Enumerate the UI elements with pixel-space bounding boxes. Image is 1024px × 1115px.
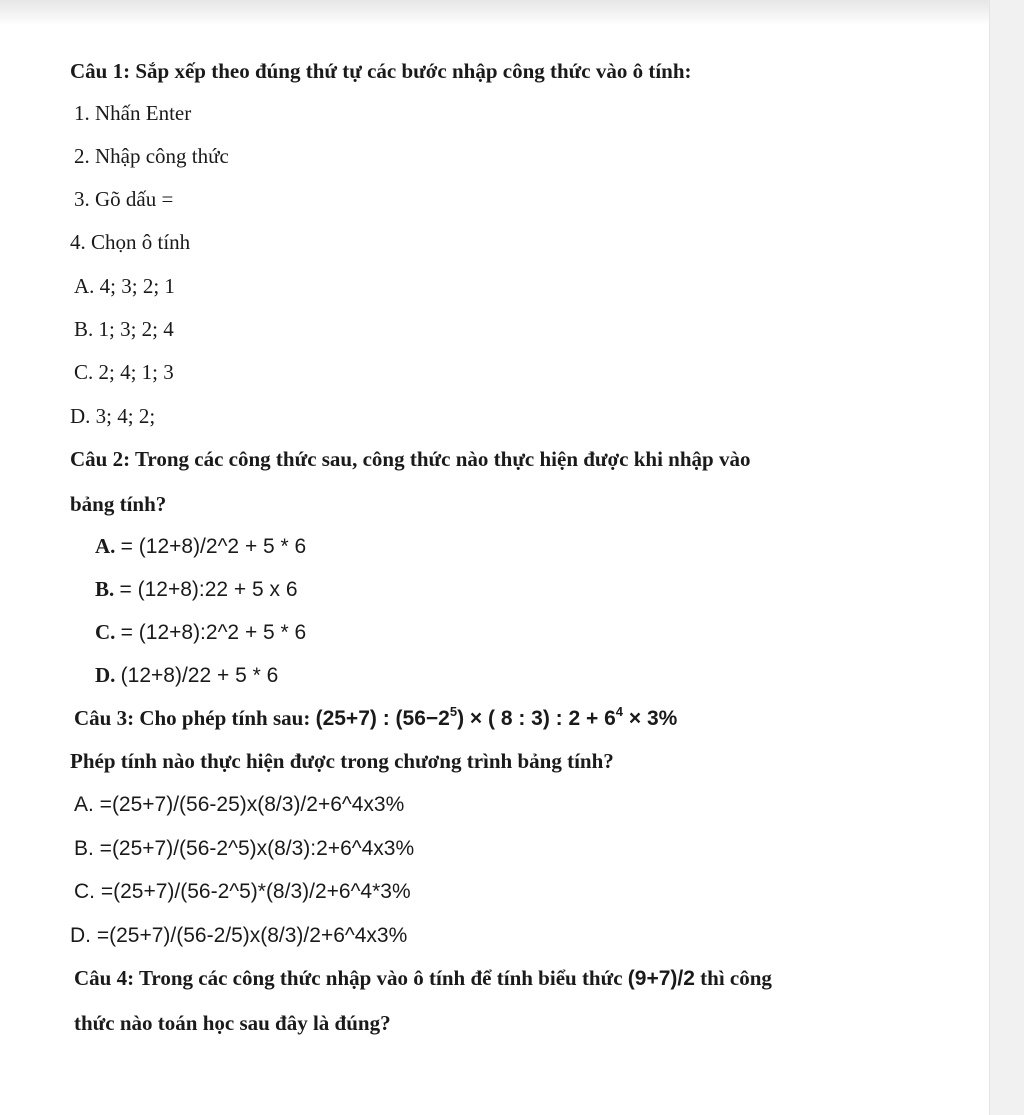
q3-option-d	[70, 922, 407, 949]
q3-expr-part3: × 3%	[623, 707, 678, 730]
q1-option-b: B. 1; 3; 2; 4	[74, 317, 174, 341]
q4-title-line2: thức nào toán học sau đây là đúng?	[74, 1011, 391, 1035]
q1-option-a: A. 4; 3; 2; 1	[74, 274, 175, 298]
q3-option-b	[74, 835, 414, 862]
q1-option-c: C. 2; 4; 1; 3	[74, 360, 174, 384]
q3-subtitle: Phép tính nào thực hiện được trong chương trình bảng tính?	[70, 749, 614, 773]
q2-option-a	[95, 533, 306, 560]
q1-title: Câu 1: Sắp xếp theo đúng thứ tự các bước nhập công thức vào ô tính:	[70, 59, 692, 83]
q3-option-c	[74, 878, 411, 905]
q4-title-prefix: Câu 4: Trong các công thức nhập vào ô tính để tính biểu thức	[74, 966, 628, 990]
q3-option-d-text: D. =(25+7)/(56-2/5)x(8/3)/2+6^4x3%	[70, 924, 408, 947]
q2-option-a-letter: A.	[95, 534, 116, 558]
q4-title-expr: (9+7)/2	[627, 967, 695, 990]
q2-option-d-letter: D.	[95, 663, 116, 687]
q2-option-b-formula: = (12+8):22 + 5 x 6	[119, 578, 298, 601]
q1-option-d: D. 3; 4; 2;	[70, 404, 156, 428]
q3-option-a-text: A. =(25+7)/(56-25)x(8/3)/2+6^4x3%	[74, 793, 405, 816]
q3-exp2: 4	[615, 704, 624, 719]
q3-title	[74, 705, 677, 732]
q2-title-line1: Câu 2: Trong các công thức sau, công thức nào thực hiện được khi nhập vào	[70, 447, 751, 471]
q2-option-c	[95, 619, 306, 646]
q3-option-c-text: C. =(25+7)/(56-2^5)*(8/3)/2+6^4*3%	[74, 880, 411, 903]
q3-option-a	[74, 791, 404, 818]
q3-expr-part2: ) × ( 8 : 3) : 2 + 6	[457, 707, 616, 730]
q3-expr-part1: (25+7) : (56−2	[315, 707, 450, 730]
q2-option-a-formula: = (12+8)/2^2 + 5 * 6	[120, 535, 307, 558]
q1-step-4: 4. Chọn ô tính	[70, 230, 191, 254]
q1-step-1: 1. Nhấn Enter	[74, 101, 192, 125]
q4-title-suffix: thì công	[694, 966, 772, 990]
q3-exp1: 5	[449, 704, 458, 719]
q2-option-c-letter: C.	[95, 620, 116, 644]
q2-option-c-formula: = (12+8):2^2 + 5 * 6	[120, 621, 307, 644]
q1-step-2: 2. Nhập công thức	[74, 144, 229, 168]
q2-option-b-letter: B.	[95, 577, 115, 601]
q2-option-b	[95, 576, 298, 603]
right-scroll-strip[interactable]	[989, 0, 1024, 1115]
q2-option-d-formula: (12+8)/22 + 5 * 6	[120, 664, 279, 687]
q2-option-d	[95, 662, 278, 689]
q2-title-line2: bảng tính?	[70, 492, 167, 516]
q1-step-3: 3. Gõ dấu =	[74, 187, 174, 211]
q3-option-b-text: B. =(25+7)/(56-2^5)x(8/3):2+6^4x3%	[74, 837, 415, 860]
q3-title-prefix: Câu 3: Cho phép tính sau:	[74, 706, 316, 730]
q4-title-line1	[74, 965, 772, 992]
